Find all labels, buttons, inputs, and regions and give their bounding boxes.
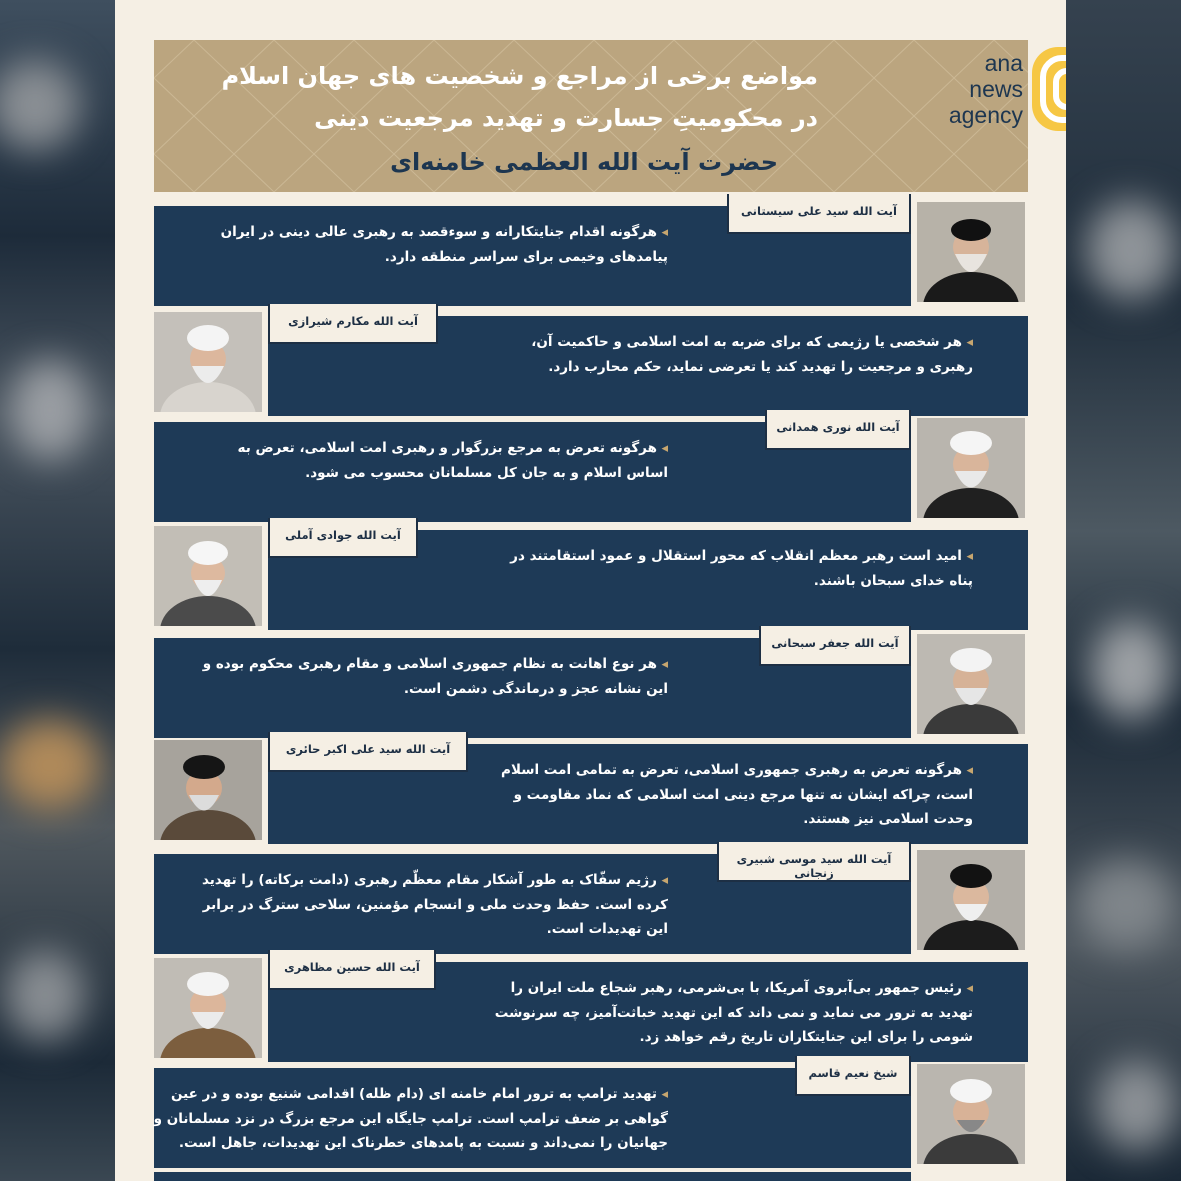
portrait-icon xyxy=(917,418,1025,518)
person-photo xyxy=(154,958,262,1058)
quote-text: ◂ هرگونه تعرض به رهبری جمهوری اسلامی، تعرض به تمامی امت اسلام است، چراکه ایشان نه تنها مرجع دینی امت اسلامی که نماد مقاومت و وحدت اسلامی نیز هستند. xyxy=(493,758,973,831)
person-photo xyxy=(917,1064,1025,1164)
logo-word-agency: agency xyxy=(948,102,1023,128)
quote-text: ◂ هر نوع اهانت به نظام جمهوری اسلامی و مقام رهبری محکوم بوده و این نشانه عجز و درماندگی دشمن است. xyxy=(198,652,668,701)
portrait-icon xyxy=(154,526,262,626)
portrait-icon xyxy=(154,312,262,412)
person-name-tag: آیت الله سید علی سیستانی xyxy=(727,194,911,234)
infographic-poster xyxy=(115,0,1066,1181)
title-line-3: حضرت آیت الله العظمی خامنه‌ای xyxy=(390,148,778,176)
person-name-tag: شیخ نعیم قاسم xyxy=(795,1056,911,1096)
person-photo xyxy=(917,634,1025,734)
person-name-tag: آیت الله سید موسی شبیری زنجانی xyxy=(717,842,911,882)
quote-card-partial xyxy=(154,1172,911,1181)
person-photo xyxy=(154,312,262,412)
header-banner xyxy=(154,40,1028,192)
portrait-icon xyxy=(154,740,262,840)
person-photo xyxy=(917,418,1025,518)
ana-news-agency-logo xyxy=(915,44,1066,134)
person-name-tag: آیت الله مکارم شیرازی xyxy=(268,304,438,344)
portrait-icon xyxy=(917,202,1025,302)
portrait-icon xyxy=(917,1064,1025,1164)
person-photo xyxy=(154,526,262,626)
quote-text: ◂ هر شخصی یا رژیمی که برای ضربه به امت اسلامی و حاکمیت آن، رهبری و مرجعیت را تهدید کند یا تعرضی نماید، حکم محارب دارد. xyxy=(493,330,973,379)
quote-text: ◂ رژیم سفّاک به طور آشکار مقام معظّم رهبری (دامت برکاته) را تهدید کرده است. حفظ وحدت ملی و انسجام مؤمنین، سلاحی سترگ در برابر این تهدیدات است. xyxy=(198,868,668,941)
blurred-background-left xyxy=(0,0,115,1181)
logo-word-ana: ana xyxy=(984,50,1023,76)
portrait-icon xyxy=(917,850,1025,950)
logo-wordmark xyxy=(915,50,1023,128)
quote-text: ◂ رئیس جمهور بی‌آبروی آمریکا، با بی‌شرمی، رهبر شجاع ملت ایران را تهدید به ترور می نماید و نمی داند که این تهدید خباثت‌آمیز، چه سرنوشت شومی را برای این جنایتکاران تاریخ رقم خواهد زد. xyxy=(493,976,973,1049)
quote-text: ◂ تهدید ترامپ به ترور امام خامنه ای (دام ظله) اقدامی شنیع بوده و در عین گواهی بر ضعف ترامپ است. ترامپ جایگاه این مرجع بزرگ در نزد مسلمانان و جهانیان را نمی‌داند و نسبت به پامدهای خطرناک این تهدیدات، جاهل است. xyxy=(148,1082,668,1155)
person-name-tag: آیت الله سید علی اکبر حائری xyxy=(268,732,468,772)
person-name-tag: آیت الله جعفر سبحانی xyxy=(759,626,911,666)
title-line-2: در محکومیتِ جسارت و تهدید مرجعیت دینی xyxy=(314,104,818,132)
person-name-tag: آیت الله حسین مظاهری xyxy=(268,950,436,990)
person-photo xyxy=(917,850,1025,950)
quote-text: ◂ هرگونه تعرض به مرجع بزرگوار و رهبری امت اسلامی، تعرض به اساس اسلام و به جان کل مسلمانان محسوب می شود. xyxy=(198,436,668,485)
logo-mark-icon xyxy=(1029,44,1066,134)
blurred-background-right xyxy=(1066,0,1181,1181)
portrait-icon xyxy=(917,634,1025,734)
person-photo xyxy=(917,202,1025,302)
person-name-tag: آیت الله نوری همدانی xyxy=(765,410,911,450)
person-name-tag: آیت الله جوادی آملی xyxy=(268,518,418,558)
quote-text: ◂ هرگونه اقدام جنایتکارانه و سوءقصد به رهبری عالی دینی در ایران پیامدهای وخیمی برای سراسر منطقه دارد. xyxy=(198,220,668,269)
logo-word-news: news xyxy=(969,76,1023,102)
portrait-icon xyxy=(154,958,262,1058)
person-photo xyxy=(154,740,262,840)
quote-text: ◂ امید است رهبر معظم انقلاب که محور استقلال و عمود استقامتند در پناه خدای سبحان باشند. xyxy=(493,544,973,593)
title-line-1: مواضع برخی از مراجع و شخصیت های جهان اسلام xyxy=(221,62,818,90)
